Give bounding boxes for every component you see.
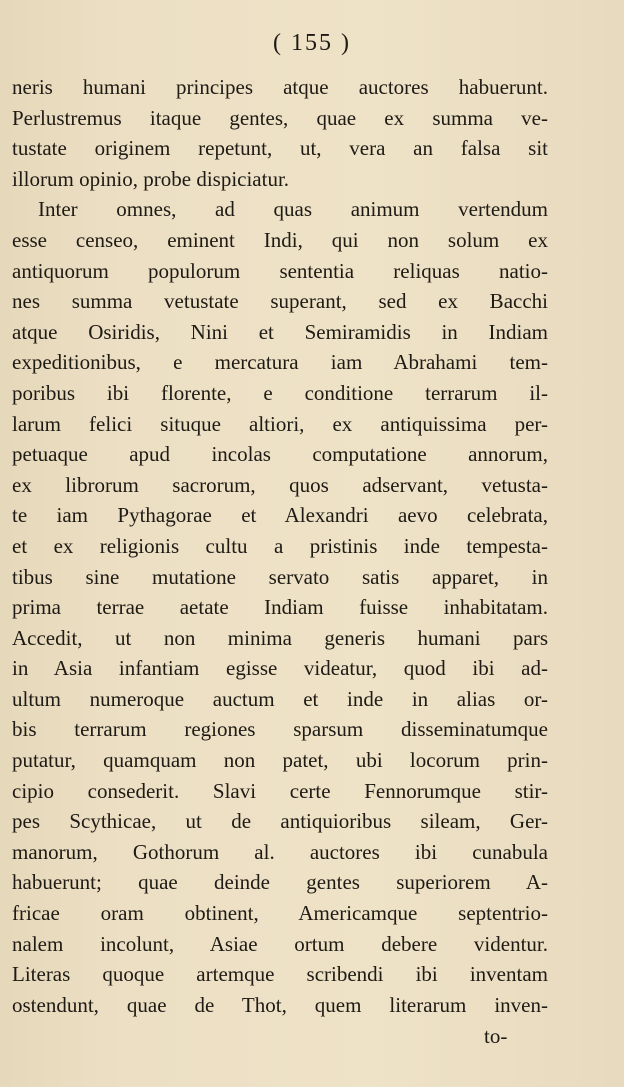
text-line: habuerunt; quae deinde gentes superiorem A- [12, 870, 548, 895]
text-line: et ex religionis cultu a pristinis inde tempesta- [12, 533, 548, 558]
text-line: poribus ibi florente, e conditione terrarum il- [12, 380, 548, 405]
text-line: larum felici situque altiori, ex antiquissima per- [12, 411, 548, 436]
text-line: illorum opinio, probe dispiciatur. [12, 166, 290, 191]
text-line: fricae oram obtinent, Americamque septentrio- [12, 901, 548, 926]
text-line: te iam Pythagorae et Alexandri aevo celebrata, [12, 503, 548, 528]
text-line: atque Osiridis, Nini et Semiramidis in Indiam [12, 319, 548, 344]
text-line: ex librorum sacrorum, quos adservant, vetusta- [12, 472, 548, 497]
text-line: nalem incolunt, Asiae ortum debere videntur. [12, 931, 548, 956]
body-text [12, 72, 548, 1020]
text-line: cipio consederit. Slavi certe Fennorumque stir- [12, 778, 548, 803]
text-line: Literas quoque artemque scribendi ibi inventam [12, 962, 548, 987]
text-line: esse censeo, eminent Indi, qui non solum ex [12, 227, 548, 252]
text-line: Accedit, ut non minima generis humani pars [12, 625, 548, 650]
text-line: manorum, Gothorum al. auctores ibi cunabula [12, 839, 548, 864]
text-line: Perlustremus itaque gentes, quae ex summa ve- [12, 105, 548, 130]
text-line: neris humani principes atque auctores habuerunt. [12, 75, 548, 99]
text-line: nes summa vetustate superant, sed ex Bacchi [12, 289, 548, 314]
text-line: ultum numeroque auctum et inde in alias or- [12, 686, 548, 711]
text-line: petuaque apud incolas computatione annorum, [12, 442, 548, 467]
paragraph-start-line: Inter omnes, ad quas animum vertendum [38, 197, 548, 222]
text-line: pes Scythicae, ut de antiquioribus sileam, Ger- [12, 809, 548, 834]
page-number: ( 155 ) [273, 30, 351, 56]
catchword: to- [484, 1024, 508, 1048]
text-line: bis terrarum regiones sparsum disseminatumque [12, 717, 548, 742]
text-line: prima terrae aetate Indiam fuisse inhabitatam. [12, 595, 548, 620]
text-line: antiquorum populorum sententia reliquas natio- [12, 258, 548, 283]
text-line: tibus sine mutatione servato satis apparet, in [12, 564, 548, 589]
text-line: in Asia infantiam egisse videatur, quod ibi ad- [12, 656, 548, 681]
text-line: putatur, quamquam non patet, ubi locorum prin- [12, 748, 548, 773]
text-line: expeditionibus, e mercatura iam Abrahami tem- [12, 350, 548, 375]
text-line: tustate originem repetunt, ut, vera an falsa sit [12, 136, 548, 161]
text-line: ostendunt, quae de Thot, quem literarum inven- [12, 992, 548, 1017]
